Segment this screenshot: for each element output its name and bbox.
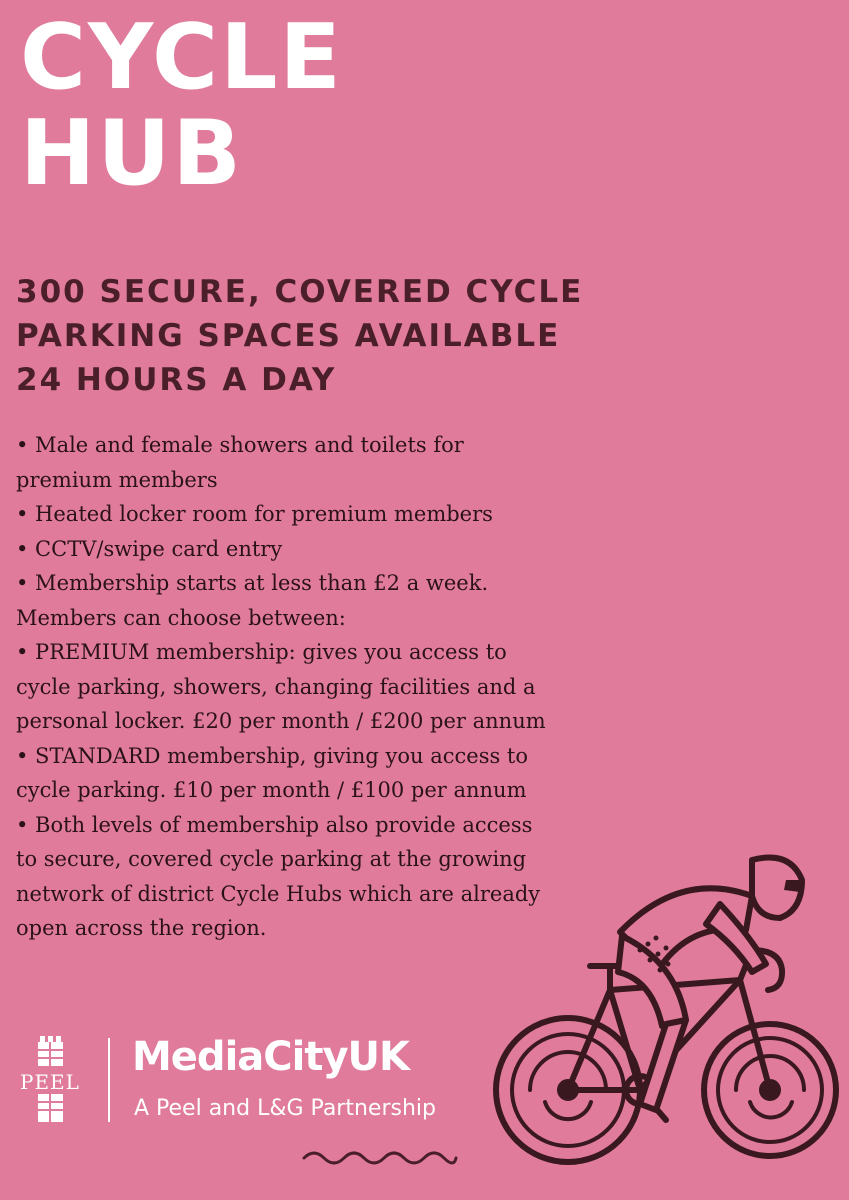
body-line: network of district Cycle Hubs which are already	[16, 881, 541, 906]
body-line: premium members	[16, 467, 218, 492]
body-line: • Both levels of membership also provide access	[16, 812, 533, 837]
body-line: personal locker. £20 per month / £200 per annum	[16, 709, 546, 733]
body-line: cycle parking. £10 per month / £100 per annum	[16, 778, 527, 802]
body-line: • Membership starts at less than £2 a week.	[16, 571, 489, 595]
peel-logo	[20, 1036, 90, 1126]
body-line: • CCTV/swipe card entry	[16, 536, 283, 561]
body-line: • Male and female showers and toilets for	[16, 433, 464, 457]
body-line: to secure, covered cycle parking at the growing	[16, 847, 527, 871]
mediacityuk-wordmark: MediaCityUK	[132, 1034, 410, 1080]
body-line: • PREMIUM membership: gives you access to	[16, 640, 507, 664]
partnership-tagline: A Peel and L&G Partnership	[134, 1096, 436, 1121]
peel-wordmark: PEEL	[20, 1070, 80, 1094]
body-line: • STANDARD membership, giving you access to	[16, 743, 529, 768]
partner-logos	[20, 1036, 460, 1136]
body-line: Members can choose between:	[16, 605, 346, 630]
body-line: cycle parking, showers, changing facilities and a	[16, 674, 536, 699]
body-line: open across the region.	[16, 916, 267, 940]
subtitle-line-3: 24 HOURS A DAY	[16, 362, 337, 398]
subtitle	[16, 270, 716, 402]
cyclist-illustration	[490, 840, 840, 1170]
subtitle-line-1: 300 SECURE, COVERED CYCLE	[16, 274, 584, 310]
title-line-2: HUB	[20, 101, 244, 206]
page-title	[20, 5, 343, 206]
subtitle-line-2: PARKING SPACES AVAILABLE	[16, 318, 561, 354]
wave-divider	[300, 1146, 460, 1170]
logo-divider	[108, 1038, 110, 1122]
title-line-1: CYCLE	[20, 5, 343, 110]
body-line: • Heated locker room for premium members	[16, 502, 493, 526]
